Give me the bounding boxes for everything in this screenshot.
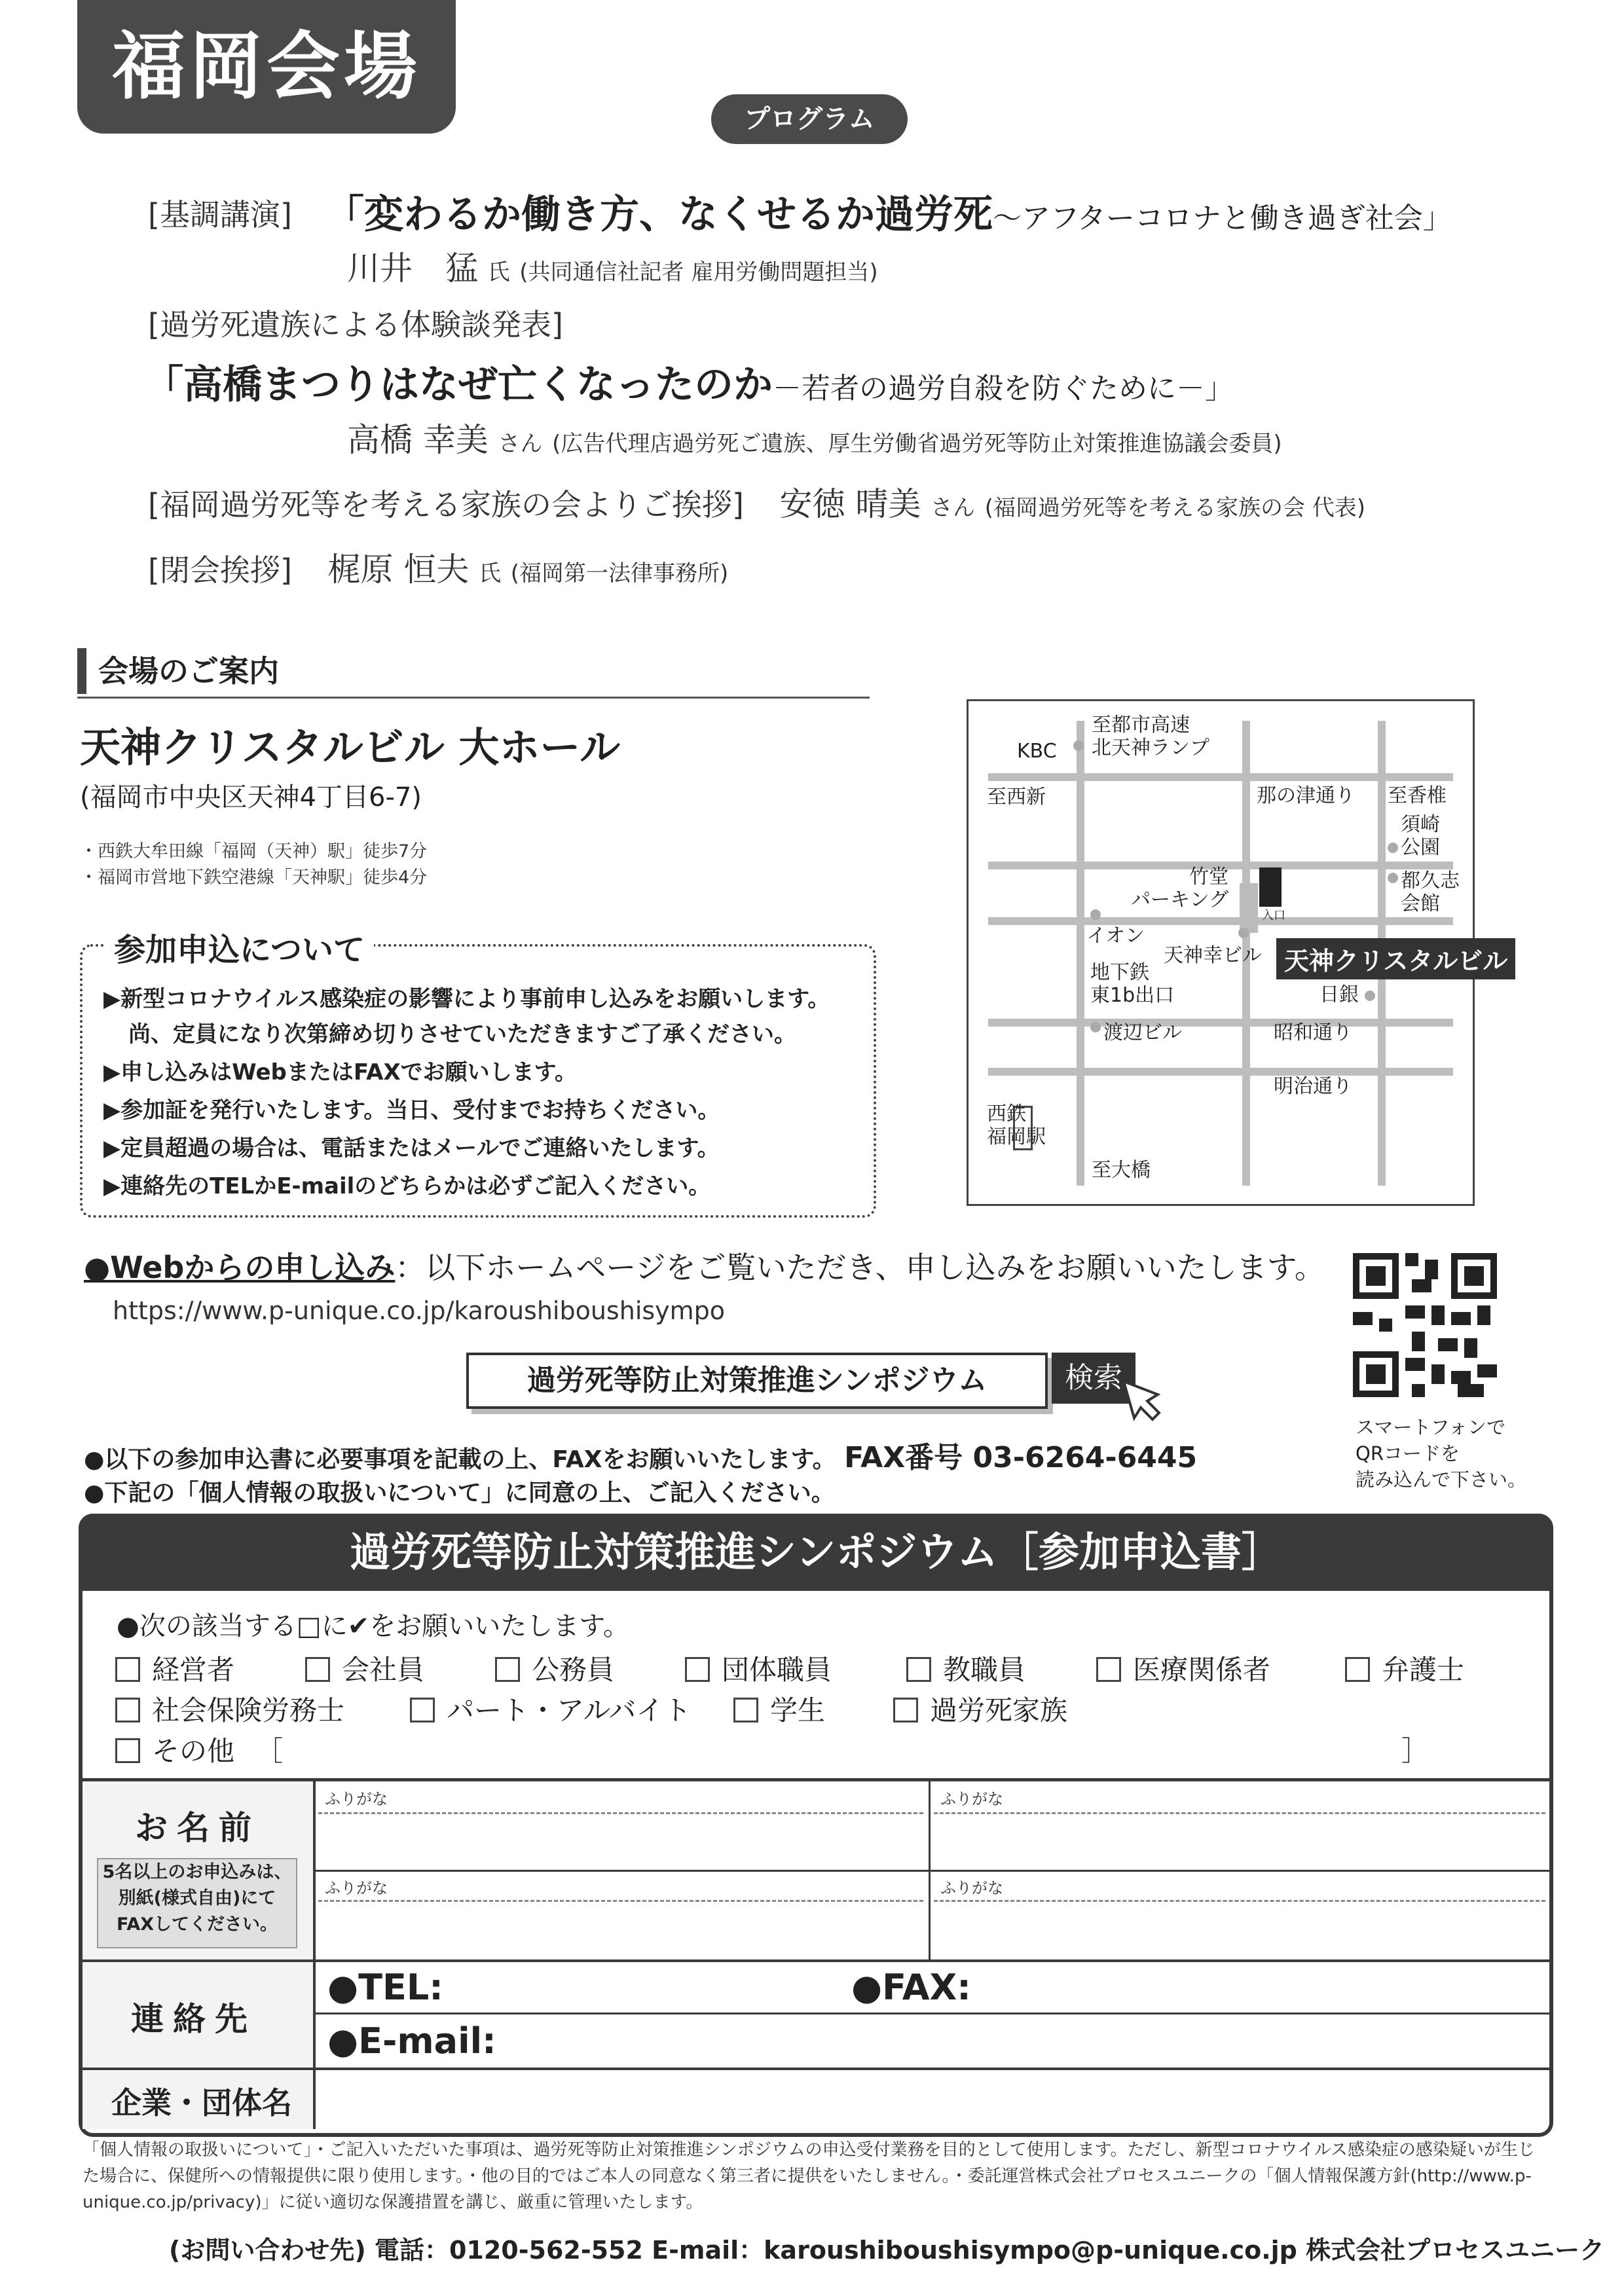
web-url[interactable]: https://www.p-unique.co.jp/karoushiboushisympo	[113, 1296, 726, 1325]
map-label-meiji: 明治通り	[1274, 1075, 1352, 1098]
bracket-close: ］	[1401, 1735, 1430, 1767]
checkbox-option-other[interactable]	[115, 1730, 283, 1769]
hall-name: 天神クリスタルビル 大ホール	[80, 723, 621, 771]
name-field[interactable]	[318, 1904, 923, 1956]
option-label: 過労死家族	[930, 1694, 1068, 1726]
keynote-honorific: 氏	[487, 259, 510, 285]
bereaved-title	[144, 354, 1234, 410]
bereaved-affiliation: (広告代理店過労死ご遺族、厚生労働省過労死等防止対策推進協議会委員)	[552, 431, 1282, 457]
checkbox-option[interactable]	[685, 1649, 832, 1688]
map-parking	[1240, 883, 1258, 933]
greeting-honorific: さん	[931, 495, 976, 521]
note-item: 尚、定員になり次第締め切りさせていただきますご了承ください。	[128, 1021, 796, 1048]
furigana-divider	[318, 1900, 923, 1902]
checkbox-icon[interactable]	[305, 1657, 330, 1682]
checkbox-option[interactable]	[305, 1649, 424, 1688]
keynote-title	[325, 183, 1452, 240]
closing-honorific: 氏	[479, 560, 502, 587]
group-note: 5名以上のお申込みは、 別紙(様式自由)にて FAXしてください。	[97, 1858, 297, 1948]
program-label: プログラム	[711, 94, 908, 144]
application-notes-title: 参加申込について	[105, 924, 374, 970]
checkbox-icon[interactable]	[906, 1657, 931, 1682]
map-building-callout: 天神クリスタルビル	[1276, 938, 1515, 979]
keynote-speaker: 川井 猛	[347, 249, 478, 287]
map-label-nanotsu: 那の津通り	[1257, 784, 1355, 807]
map-dot	[1090, 909, 1101, 920]
furigana-label: ふりがな	[325, 1879, 388, 1897]
checkbox-icon[interactable]	[733, 1698, 758, 1722]
checkbox-option[interactable]	[1096, 1649, 1270, 1688]
checkbox-icon[interactable]	[115, 1657, 140, 1682]
map-dot	[1238, 928, 1249, 938]
map-label-tokushi: 都久志 会館	[1401, 869, 1460, 915]
map-label-parking: 竹堂 パーキング	[1131, 866, 1229, 911]
closing-label: [閉会挨拶]	[148, 553, 292, 588]
option-label: 学生	[770, 1694, 826, 1726]
map-label-nishitetsu: 西鉄 福岡駅	[987, 1102, 1046, 1148]
qr-caption-line: スマートフォンで	[1356, 1416, 1506, 1438]
name-label: お名前	[135, 1809, 261, 1847]
map-building	[1259, 867, 1282, 907]
map-label-nishijin: 至西新	[987, 786, 1046, 809]
web-lead: ●Webからの申し込み	[84, 1250, 396, 1285]
checkbox-option[interactable]	[893, 1689, 1067, 1728]
bereaved-title-sub: －若者の過労自殺を防ぐために－」	[773, 372, 1234, 405]
note-item: ▶参加証を発行いたします。当日、受付までお持ちください。	[103, 1097, 720, 1123]
tel-field[interactable]: ●TEL:	[327, 1967, 443, 2008]
map-dot	[1388, 873, 1398, 883]
fax-instruction	[84, 1434, 1197, 1476]
option-label: 会社員	[342, 1654, 425, 1686]
form-rule	[83, 1959, 1549, 1962]
checkbox-icon[interactable]	[115, 1738, 140, 1763]
keynote-speaker-line	[347, 242, 878, 289]
checkbox-icon[interactable]	[685, 1657, 710, 1682]
qr-caption	[1356, 1414, 1526, 1493]
checkbox-icon[interactable]	[115, 1698, 140, 1722]
form-rule	[313, 1781, 316, 2129]
bereaved-speaker: 高橋 幸美	[347, 421, 489, 459]
checkbox-option[interactable]	[410, 1689, 691, 1728]
option-label: 団体職員	[722, 1654, 832, 1686]
access-subway: ・福岡市営地下鉄空港線「天神駅」徒歩4分	[80, 867, 428, 888]
cursor-icon	[1121, 1379, 1167, 1425]
check-intro: ●次の該当する□に✔をお願いいたします。	[117, 1611, 630, 1641]
furigana-divider	[934, 1900, 1545, 1902]
section-divider	[77, 697, 870, 699]
note-item: ▶定員超過の場合は、電話またはメールでご連絡いたします。	[103, 1135, 720, 1161]
keynote-label: [基調講演]	[148, 197, 292, 232]
web-text: ：以下ホームページをご覧いただき、申し込みをお願いいたします。	[395, 1250, 1325, 1285]
map-dot	[1090, 1022, 1101, 1032]
greeting-speaker: 安徳 晴美	[779, 485, 921, 523]
map-label-watanabe: 渡辺ビル	[1103, 1021, 1182, 1044]
note-item: ▶新型コロナウイルス感染症の影響により事前申し込みをお願いします。	[103, 986, 830, 1012]
closing-speaker: 梶原 恒夫	[327, 551, 470, 589]
name-field[interactable]	[318, 1816, 923, 1866]
bereaved-label: [過労死遺族による体験談発表]	[148, 307, 563, 342]
map-road	[1077, 721, 1084, 1186]
furigana-label: ふりがな	[940, 1790, 1003, 1808]
search-term-box[interactable]: 過労死等防止対策推進シンポジウム	[466, 1353, 1048, 1409]
greeting-affiliation: (福岡過労死等を考える家族の会 代表)	[984, 495, 1366, 521]
form-rule	[316, 1870, 1549, 1872]
keynote-title-main: 「変わるか働き方、なくせるか過労死	[325, 192, 993, 238]
venue-section-title: 会場のご案内	[98, 653, 279, 689]
checkbox-option[interactable]	[115, 1649, 234, 1688]
map-dot	[1388, 843, 1398, 853]
option-label: 教職員	[943, 1654, 1026, 1686]
checkbox-icon[interactable]	[1345, 1657, 1370, 1682]
closing-affiliation: (福岡第一法律事務所)	[510, 560, 729, 587]
checkbox-icon[interactable]	[410, 1698, 435, 1722]
option-label: 医療関係者	[1133, 1654, 1271, 1686]
checkbox-icon[interactable]	[893, 1698, 918, 1722]
keynote-title-sub: ～アフターコロナと働き過ぎ社会」	[993, 202, 1452, 235]
map-label-tenjin-saiwai: 天神幸ビル	[1164, 944, 1262, 967]
checkbox-option[interactable]	[115, 1689, 344, 1728]
map-label-showa: 昭和通り	[1274, 1021, 1352, 1044]
venue-title: 福岡会場	[77, 0, 456, 134]
fax-number: FAX番号 03-6264-6445	[844, 1441, 1198, 1474]
checkbox-option[interactable]	[733, 1689, 825, 1728]
venue-address: (福岡市中央区天神4丁目6-7)	[80, 782, 422, 812]
keynote-affiliation: (共同通信社記者 雇用労働問題担当)	[519, 259, 878, 285]
checkbox-option[interactable]	[1345, 1649, 1464, 1688]
bereaved-honorific: さん	[498, 431, 543, 457]
map-label-ohashi: 至大橋	[1092, 1159, 1151, 1182]
checkbox-option[interactable]	[495, 1649, 614, 1688]
greeting-label	[148, 478, 1365, 525]
furigana-label: ふりがな	[325, 1790, 388, 1808]
closing-line	[148, 543, 728, 591]
map-label-kasuya: 至香椎	[1388, 784, 1447, 807]
option-label: 弁護士	[1382, 1654, 1465, 1686]
form-title: 過労死等防止対策推進シンポジウム［参加申込書］	[79, 1514, 1553, 1591]
furigana-label: ふりがな	[940, 1879, 1003, 1897]
fax-field[interactable]: ●FAX:	[851, 1967, 971, 2008]
contact-label: 連絡先	[131, 2000, 257, 2038]
map-label-kbc: KBC	[1017, 740, 1057, 763]
qr-caption-line: QRコードを	[1356, 1442, 1460, 1465]
bereaved-title-main: 「高橋まつりはなぜ亡くなったのか	[144, 362, 773, 408]
map-label-subway-exit: 地下鉄 東1b出口	[1090, 961, 1175, 1007]
section-bar	[77, 648, 86, 694]
greeting-label-text: [福岡過労死等を考える家族の会よりご挨拶]	[148, 487, 744, 522]
note-item: ▶連絡先のTELかE-mailのどちらかは必ずご記入ください。	[103, 1173, 711, 1199]
option-label: 社会保険労務士	[152, 1694, 345, 1726]
map-label-aeon: イオン	[1086, 924, 1145, 947]
map-label-entrance: 入口	[1262, 909, 1285, 922]
option-label: その他	[152, 1735, 235, 1767]
map-dot	[1073, 740, 1084, 751]
checkbox-icon[interactable]	[495, 1657, 520, 1682]
bereaved-speaker-line	[347, 414, 1282, 461]
inquiry-info: (お問い合わせ先) 電話：0120-562-552 E-mail：karoushiboushisympo@p-unique.co.jp 株式会社プロセスユニーク	[169, 2236, 1605, 2265]
note-item: ▶申し込みはWebまたはFAXでお願いします。	[103, 1059, 577, 1085]
option-label: 経営者	[152, 1654, 235, 1686]
map-dot	[1365, 991, 1375, 1001]
name-field[interactable]	[934, 1816, 1545, 1866]
map-label-nichigin: 日銀	[1320, 983, 1359, 1006]
org-label: 企業・団体名	[111, 2085, 292, 2121]
org-field[interactable]	[318, 2073, 1545, 2125]
name-field[interactable]	[934, 1904, 1545, 1956]
option-label: 公務員	[532, 1654, 615, 1686]
access-nishitetsu: ・西鉄大牟田線「福岡（天神）駅」徒歩7分	[80, 841, 428, 862]
checkbox-icon[interactable]	[1096, 1657, 1121, 1682]
search-button[interactable]: 検索	[1052, 1353, 1135, 1404]
qr-caption-line: 読み込んで下さい。	[1356, 1468, 1527, 1491]
fax-text: ●以下の参加申込書に必要事項を記載の上、FAXをお願いいたします。	[84, 1446, 836, 1473]
privacy-notice: 「個人情報の取扱いについて」・ご記入いただいた事項は、過労死等防止対策推進シンポジウムの申込受付業務を目的として使用します。ただし、新型コロナウイルス感染症の感染疑いが生じた場合に、保健所への情報提供に限り使用します。・他の目的ではご本人の同意なく第三者に提供をいたしません。・委託運営株式会社プロセスユニークの「個人情報保護方針(http://www.p-unique.co.jp/privacy)」に従い適切な保護措置を講じ、厳重に管理いたします。	[83, 2140, 1535, 2212]
form-rule	[83, 2068, 1549, 2070]
furigana-divider	[318, 1812, 923, 1814]
qr-code-icon[interactable]	[1353, 1253, 1497, 1397]
venue-map	[967, 699, 1508, 1206]
map-label-suzaki: 須崎 公園	[1401, 813, 1440, 859]
consent-note: ●下記の「個人情報の取扱いについて」に同意の上、ご記入ください。	[84, 1480, 835, 1506]
checkbox-option[interactable]	[906, 1649, 1025, 1688]
option-label: パート・アルバイト	[447, 1694, 692, 1726]
furigana-divider	[934, 1812, 1545, 1814]
form-rule	[316, 2013, 1549, 2014]
map-label-expressway: 至都市高速 北天神ランプ	[1092, 714, 1209, 759]
email-field[interactable]: ●E-mail:	[327, 2020, 496, 2062]
bracket-open: ［	[255, 1735, 284, 1767]
web-application-line	[84, 1244, 1325, 1287]
